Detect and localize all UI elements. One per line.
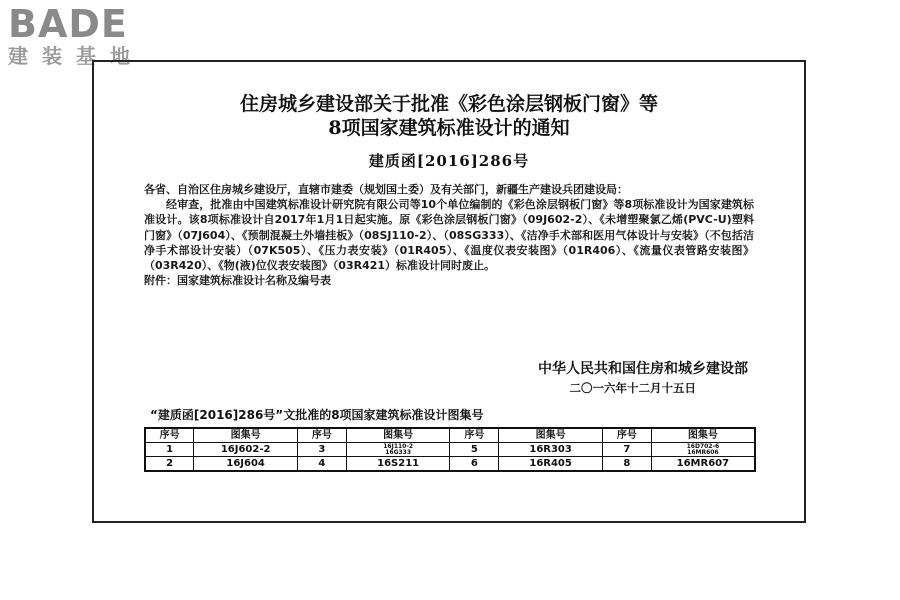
table-caption: “建质函[2016]286号”文批准的8项国家建筑标准设计图集号 — [150, 408, 484, 422]
watermark-subtitle: 建装基地 — [8, 44, 144, 68]
table-cell-no: 2 — [145, 457, 194, 472]
attachment-note: 附件：国家建筑标准设计名称及编号表 — [144, 274, 331, 288]
title-line-2: 8项国家建筑标准设计的通知 — [328, 117, 570, 139]
issue-date: 二〇一六年十二月十五日 — [569, 381, 696, 395]
table-cell-code-line: 16J110-2 — [383, 442, 414, 450]
document-body — [144, 182, 754, 288]
header-cell: 序号 — [297, 428, 346, 443]
watermark-brand: BADE — [8, 2, 128, 46]
header-cell: 图集号 — [499, 428, 603, 443]
table-cell-code: 16R405 — [499, 457, 603, 472]
table-cell-no: 1 — [145, 443, 194, 457]
table-cell-code-line: 16D702-6 — [686, 442, 720, 450]
table-cell-code-line: 16G333 — [385, 448, 412, 456]
table-cell-code — [346, 443, 450, 457]
title-line-1: 住房城乡建设部关于批准《彩色涂层钢板门窗》等 — [239, 93, 658, 115]
issuer-name: 中华人民共和国住房和城乡建设部 — [538, 361, 748, 377]
header-cell: 图集号 — [194, 428, 298, 443]
table-cell-code-line: 16MR606 — [687, 448, 719, 456]
table-row — [145, 443, 755, 457]
table-header-row — [145, 428, 755, 443]
document-frame — [92, 60, 806, 523]
table-cell-no: 3 — [297, 443, 346, 457]
atlas-number-table — [144, 427, 756, 472]
header-cell: 序号 — [145, 428, 194, 443]
table-cell-no: 4 — [297, 457, 346, 472]
table-row — [145, 457, 755, 472]
table-cell-code: 16J604 — [194, 457, 298, 472]
table-cell-no: 5 — [450, 443, 499, 457]
addressee: 各省、自治区住房城乡建设厅，直辖市建委（规划国土委）及有关部门，新疆生产建设兵团建设局： — [144, 183, 628, 196]
table-cell-no: 7 — [602, 443, 651, 457]
table-cell-no: 6 — [450, 457, 499, 472]
table-cell-code: 16MR607 — [651, 457, 755, 472]
document-number: 建质函[2016]286号 — [368, 152, 530, 170]
table-cell-code — [651, 443, 755, 457]
header-cell: 序号 — [450, 428, 499, 443]
table-cell-code: 16S211 — [346, 457, 450, 472]
main-paragraph: 经审查，批准由中国建筑标准设计研究院有限公司等10个单位编制的《彩色涂层钢板门窗》等8项标准设计为国家建筑标准设计。该8项标准设计自2017年1月1日起实施。原《彩色涂层钢板门窗》（09J602-2）、《未增塑聚氯乙烯(PVC-U)塑料门窗》（07J604）、《预制混凝土外墙挂板》（08SJ110-2）、（08SG333）、《洁净手术部和医用气体设计与安装》（不包括洁净手术部设计安装）（07K505）、《压力表安装》（01R405）、《温度仪表安装图》（01R406）、《流量仪表管路安装图》（03R420）、《物(液)位仪表安装图》（03R421）标准设计同时废止。 — [144, 198, 754, 273]
header-cell: 图集号 — [346, 428, 450, 443]
table-cell-code: 16R303 — [499, 443, 603, 457]
header-cell: 序号 — [602, 428, 651, 443]
table-cell-code: 16J602-2 — [194, 443, 298, 457]
table-cell-no: 8 — [602, 457, 651, 472]
header-cell: 图集号 — [651, 428, 755, 443]
